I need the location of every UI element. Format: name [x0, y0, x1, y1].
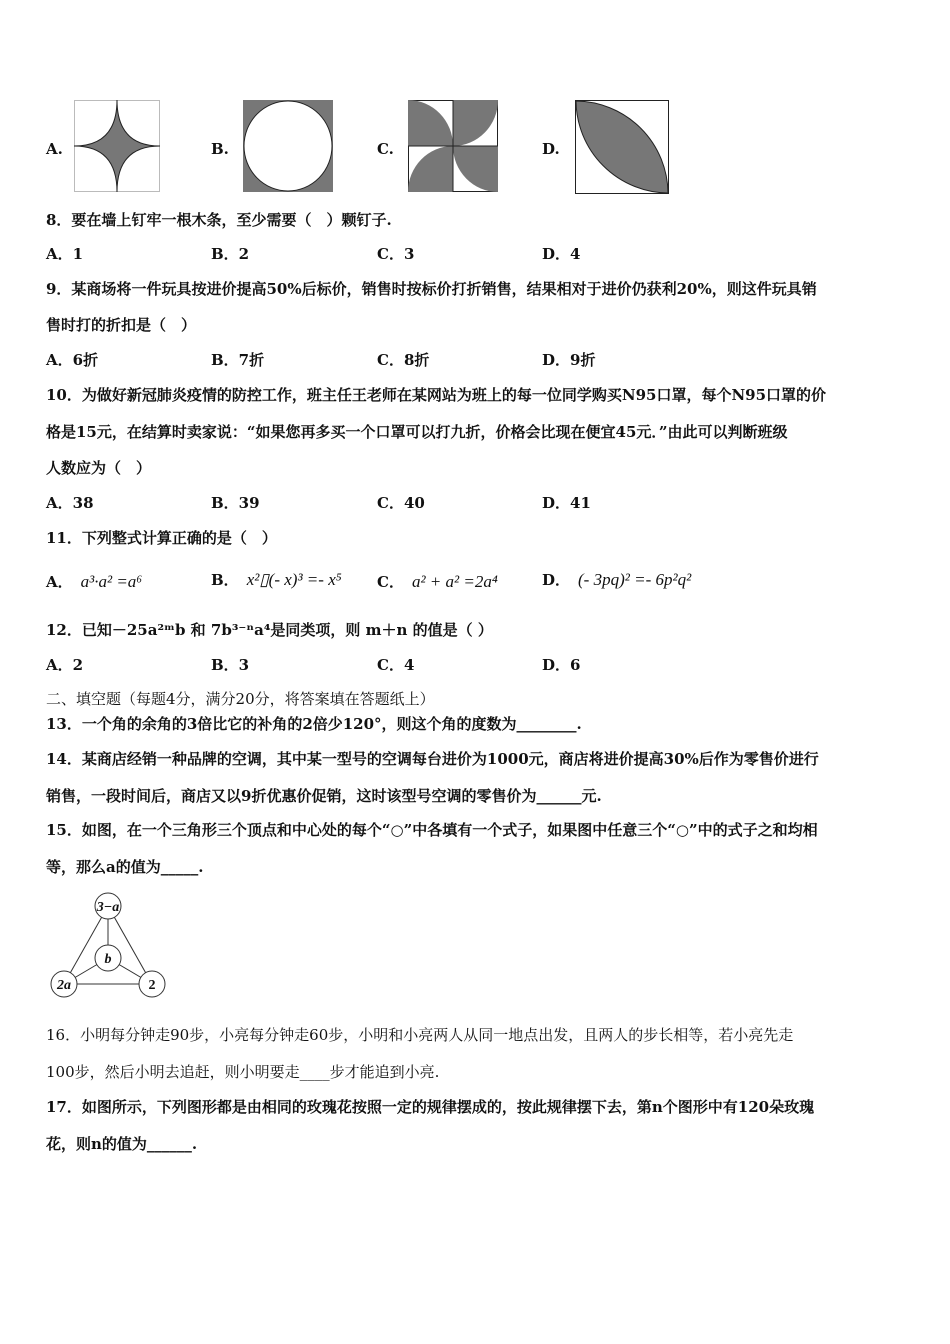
q8-option-b: B．2: [211, 245, 250, 263]
q15-text-line2: 等，那么a的值为_____.: [46, 858, 204, 876]
q9-option-d: D．9折: [542, 351, 596, 369]
q15-node-right: 2: [148, 978, 156, 993]
q8-text: 8．要在墙上钉牢一根木条，至少需要（ ）颗钉子.: [46, 211, 392, 229]
q10-option-a: A．38: [46, 494, 94, 512]
q12-option-a: A．2: [46, 656, 84, 674]
q14-text-line1: 14．某商店经销一种品牌的空调，其中某一型号的空调每台进价为1000元，商店将进价提高30%后作为零售价进行: [46, 750, 819, 768]
q11-formula-a: a³·a² =a⁶: [80, 572, 143, 591]
q7-option-b-label: B.: [211, 140, 229, 158]
q11-option-c-label: C．: [377, 573, 404, 591]
q15-triangle-diagram: [46, 890, 176, 1002]
q7-option-d-label: D.: [542, 140, 560, 158]
q14-text-line2: 销售，一段时间后，商店又以9折优惠价促销，这时该型号空调的零售价为______元.: [46, 787, 602, 805]
q12-option-b: B．3: [211, 656, 250, 674]
q11-text: 11．下列整式计算正确的是（ ）: [46, 529, 277, 547]
q10-text-line3: 人数应为（ ）: [46, 459, 152, 477]
q15-node-left: 2a: [57, 978, 71, 993]
q17-text-line2: 花，则n的值为______.: [46, 1135, 198, 1153]
q12-option-c: C．4: [377, 656, 415, 674]
q8-option-d: D．4: [542, 245, 581, 263]
q9-option-b: B．7折: [211, 351, 265, 369]
q10-option-d: D．41: [542, 494, 591, 512]
q13-text: 13．一个角的余角的3倍比它的补角的2倍少120°，则这个角的度数为________.: [46, 715, 582, 733]
q15-node-top: 3−a: [96, 900, 120, 915]
q17-text-line1: 17．如图所示，下列图形都是由相同的玫瑰花按照一定的规律摆成的，按此规律摆下去，第n个图形中有120朵玫瑰: [46, 1098, 815, 1116]
q16-text-line2: 100步，然后小明去追赶，则小明要走____步才能追到小亮.: [46, 1063, 440, 1081]
q11-option-b-label: B．: [211, 571, 239, 589]
q11-option-a: [46, 572, 142, 592]
section-2-heading: 二、填空题（每题4分，满分20分，将答案填在答题纸上）: [46, 690, 435, 708]
q12-option-d: D．6: [542, 656, 581, 674]
q9-option-a: A．6折: [46, 351, 99, 369]
q15-node-center: b: [104, 952, 112, 967]
q16-text-line1: 16．小明每分钟走90步，小亮每分钟走60步，小明和小亮两人从同一地点出发，且两人的步长相等，若小亮先走: [46, 1026, 794, 1044]
q15-text-line1: 15．如图，在一个三角形三个顶点和中心处的每个“○”中各填有一个式子，如果图中任意三个“○”中的式子之和均相: [46, 821, 818, 839]
q11-formula-c: a² + a² =2a⁴: [411, 572, 498, 591]
q11-option-a-label: A．: [46, 573, 73, 591]
q7-figure-d-leaf: [575, 100, 669, 194]
q7-figure-c-pinwheel: [408, 100, 498, 192]
q8-option-a: A．1: [46, 245, 84, 263]
q7-figure-b-circle: [243, 100, 333, 192]
q11-option-d: [542, 570, 691, 590]
q11-option-b: [211, 570, 342, 590]
q7-option-a-label: A.: [46, 140, 63, 158]
q11-formula-d: (- 3pq)² =- 6p²q²: [578, 570, 692, 589]
q7-figure-a-star: [74, 100, 160, 192]
q7-option-c-label: C.: [377, 140, 394, 158]
q9-text-line2: 售时打的折扣是（ ）: [46, 316, 197, 334]
q11-option-c: [377, 572, 498, 592]
q10-option-c: C．40: [377, 494, 425, 512]
q10-text-line2: 格是15元，在结算时卖家说：“如果您再多买一个口罩可以打九折，价格会比现在便宜45元．”由此可以判断班级: [46, 423, 788, 441]
q11-formula-b: x²▯(- x)³ =- x⁵: [246, 570, 342, 589]
q9-text-line1: 9．某商场将一件玩具按进价提高50%后标价，销售时按标价打折销售，结果相对于进价仍获利20%，则这件玩具销: [46, 280, 817, 298]
q8-option-c: C．3: [377, 245, 415, 263]
q10-option-b: B．39: [211, 494, 260, 512]
q10-text-line1: 10．为做好新冠肺炎疫情的防控工作，班主任王老师在某网站为班上的每一位同学购买N95口罩，每个N95口罩的价: [46, 386, 827, 404]
q12-text: 12．已知－25a²ᵐb 和 7b³⁻ⁿa⁴是同类项，则 m＋n 的值是（ ）: [46, 621, 493, 639]
q11-option-d-label: D．: [542, 571, 571, 589]
q9-option-c: C．8折: [377, 351, 430, 369]
